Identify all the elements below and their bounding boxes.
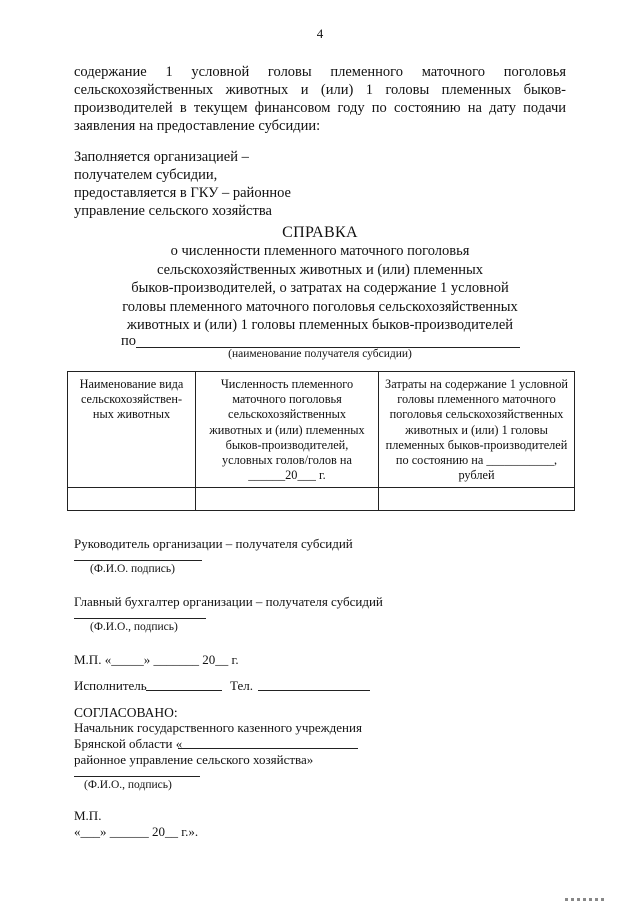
agreed-signature-caption: (Ф.И.О., подпись) [84,779,172,791]
agency-name-field[interactable] [178,748,358,749]
phone-label: Тел. [230,678,253,693]
page-edge-mark [565,898,605,901]
subtitle-line: быков-производителей, о затратах на содержание 1 условной [131,280,509,296]
fill-note-line: получателем субсидии, [74,167,218,183]
header-animal-type: Наименование вида сельскохозяйствен- ных животных [68,372,196,488]
fill-note-line: Заполняется организацией – [74,149,249,165]
subtitle-line: сельскохозяйственных животных и (или) племенных [156,261,484,278]
header-costs: Затраты на содержание 1 условной головы племенного маточного поголовья сельскохозяйственных животных и (или) 1 головы племенных быков-производителей по состоянию на ___________, рублей [379,372,575,488]
recipient-label: по [121,333,137,349]
table-cell[interactable] [196,488,379,511]
agreed-line: Брянской области « [74,736,183,751]
head-signature-field[interactable] [74,560,202,561]
accountant-signature-label: Главный бухгалтер организации – получателя субсидий [74,594,383,609]
final-date-line: «___» ______ 20__ г.». [74,824,199,839]
final-stamp: М.П. [74,808,102,823]
intro-line: содержание 1 условной головы племенного маточного поголовья [74,64,566,80]
agreed-title: СОГЛАСОВАНО: [74,705,178,720]
spravka-table [67,371,575,511]
table-cell[interactable] [379,488,575,511]
subtitle-line: головы племенного маточного поголовья сельскохозяйственных [122,298,518,315]
table-cell[interactable] [68,488,196,511]
head-signature-caption: (Ф.И.О. подпись) [90,563,175,575]
intro-line: производителей в текущем финансовом году по состоянию на дату подачи [74,100,566,116]
document-title: СПРАВКА [282,224,358,241]
agreed-line: Начальник государственного казенного учреждения [74,720,362,735]
accountant-signature-field[interactable] [74,618,206,619]
fill-note-line: управление сельского хозяйства [74,203,272,219]
agreed-signature-field[interactable] [74,776,200,777]
executor-field[interactable] [146,690,222,691]
fill-note-line: предоставляется в ГКУ – районное [74,185,291,201]
head-signature-label: Руководитель организации – получателя субсидий [74,536,353,551]
stamp-date-line: М.П. «_____» _______ 20__ г. [74,652,239,667]
intro-line: заявления на предоставление субсидии: [74,118,321,134]
table-header-row [68,372,575,488]
header-headcount: Численность племенного маточного поголовья сельскохозяйственных животных и (или) племенных быков-производителей, условных голов/голов на ______20___ г. [196,372,379,488]
table-row [68,488,575,511]
fill-note [74,148,291,220]
accountant-signature-caption: (Ф.И.О., подпись) [90,621,178,633]
subtitle-line: животных и (или) 1 головы племенных быков-производителей [126,317,514,333]
executor-label: Исполнитель [74,678,147,693]
page-number: 4 [316,26,324,41]
recipient-caption: (наименование получателя субсидии) [228,348,412,360]
intro-line: сельскохозяйственных животных и (или) 1 головы племенных быков- [74,82,566,98]
subtitle-line: о численности племенного маточного поголовья [170,243,470,259]
agreed-line: районное управление сельского хозяйства» [74,752,314,767]
intro-paragraph [74,63,566,135]
phone-field[interactable] [258,690,370,691]
document-subtitle [100,242,540,335]
